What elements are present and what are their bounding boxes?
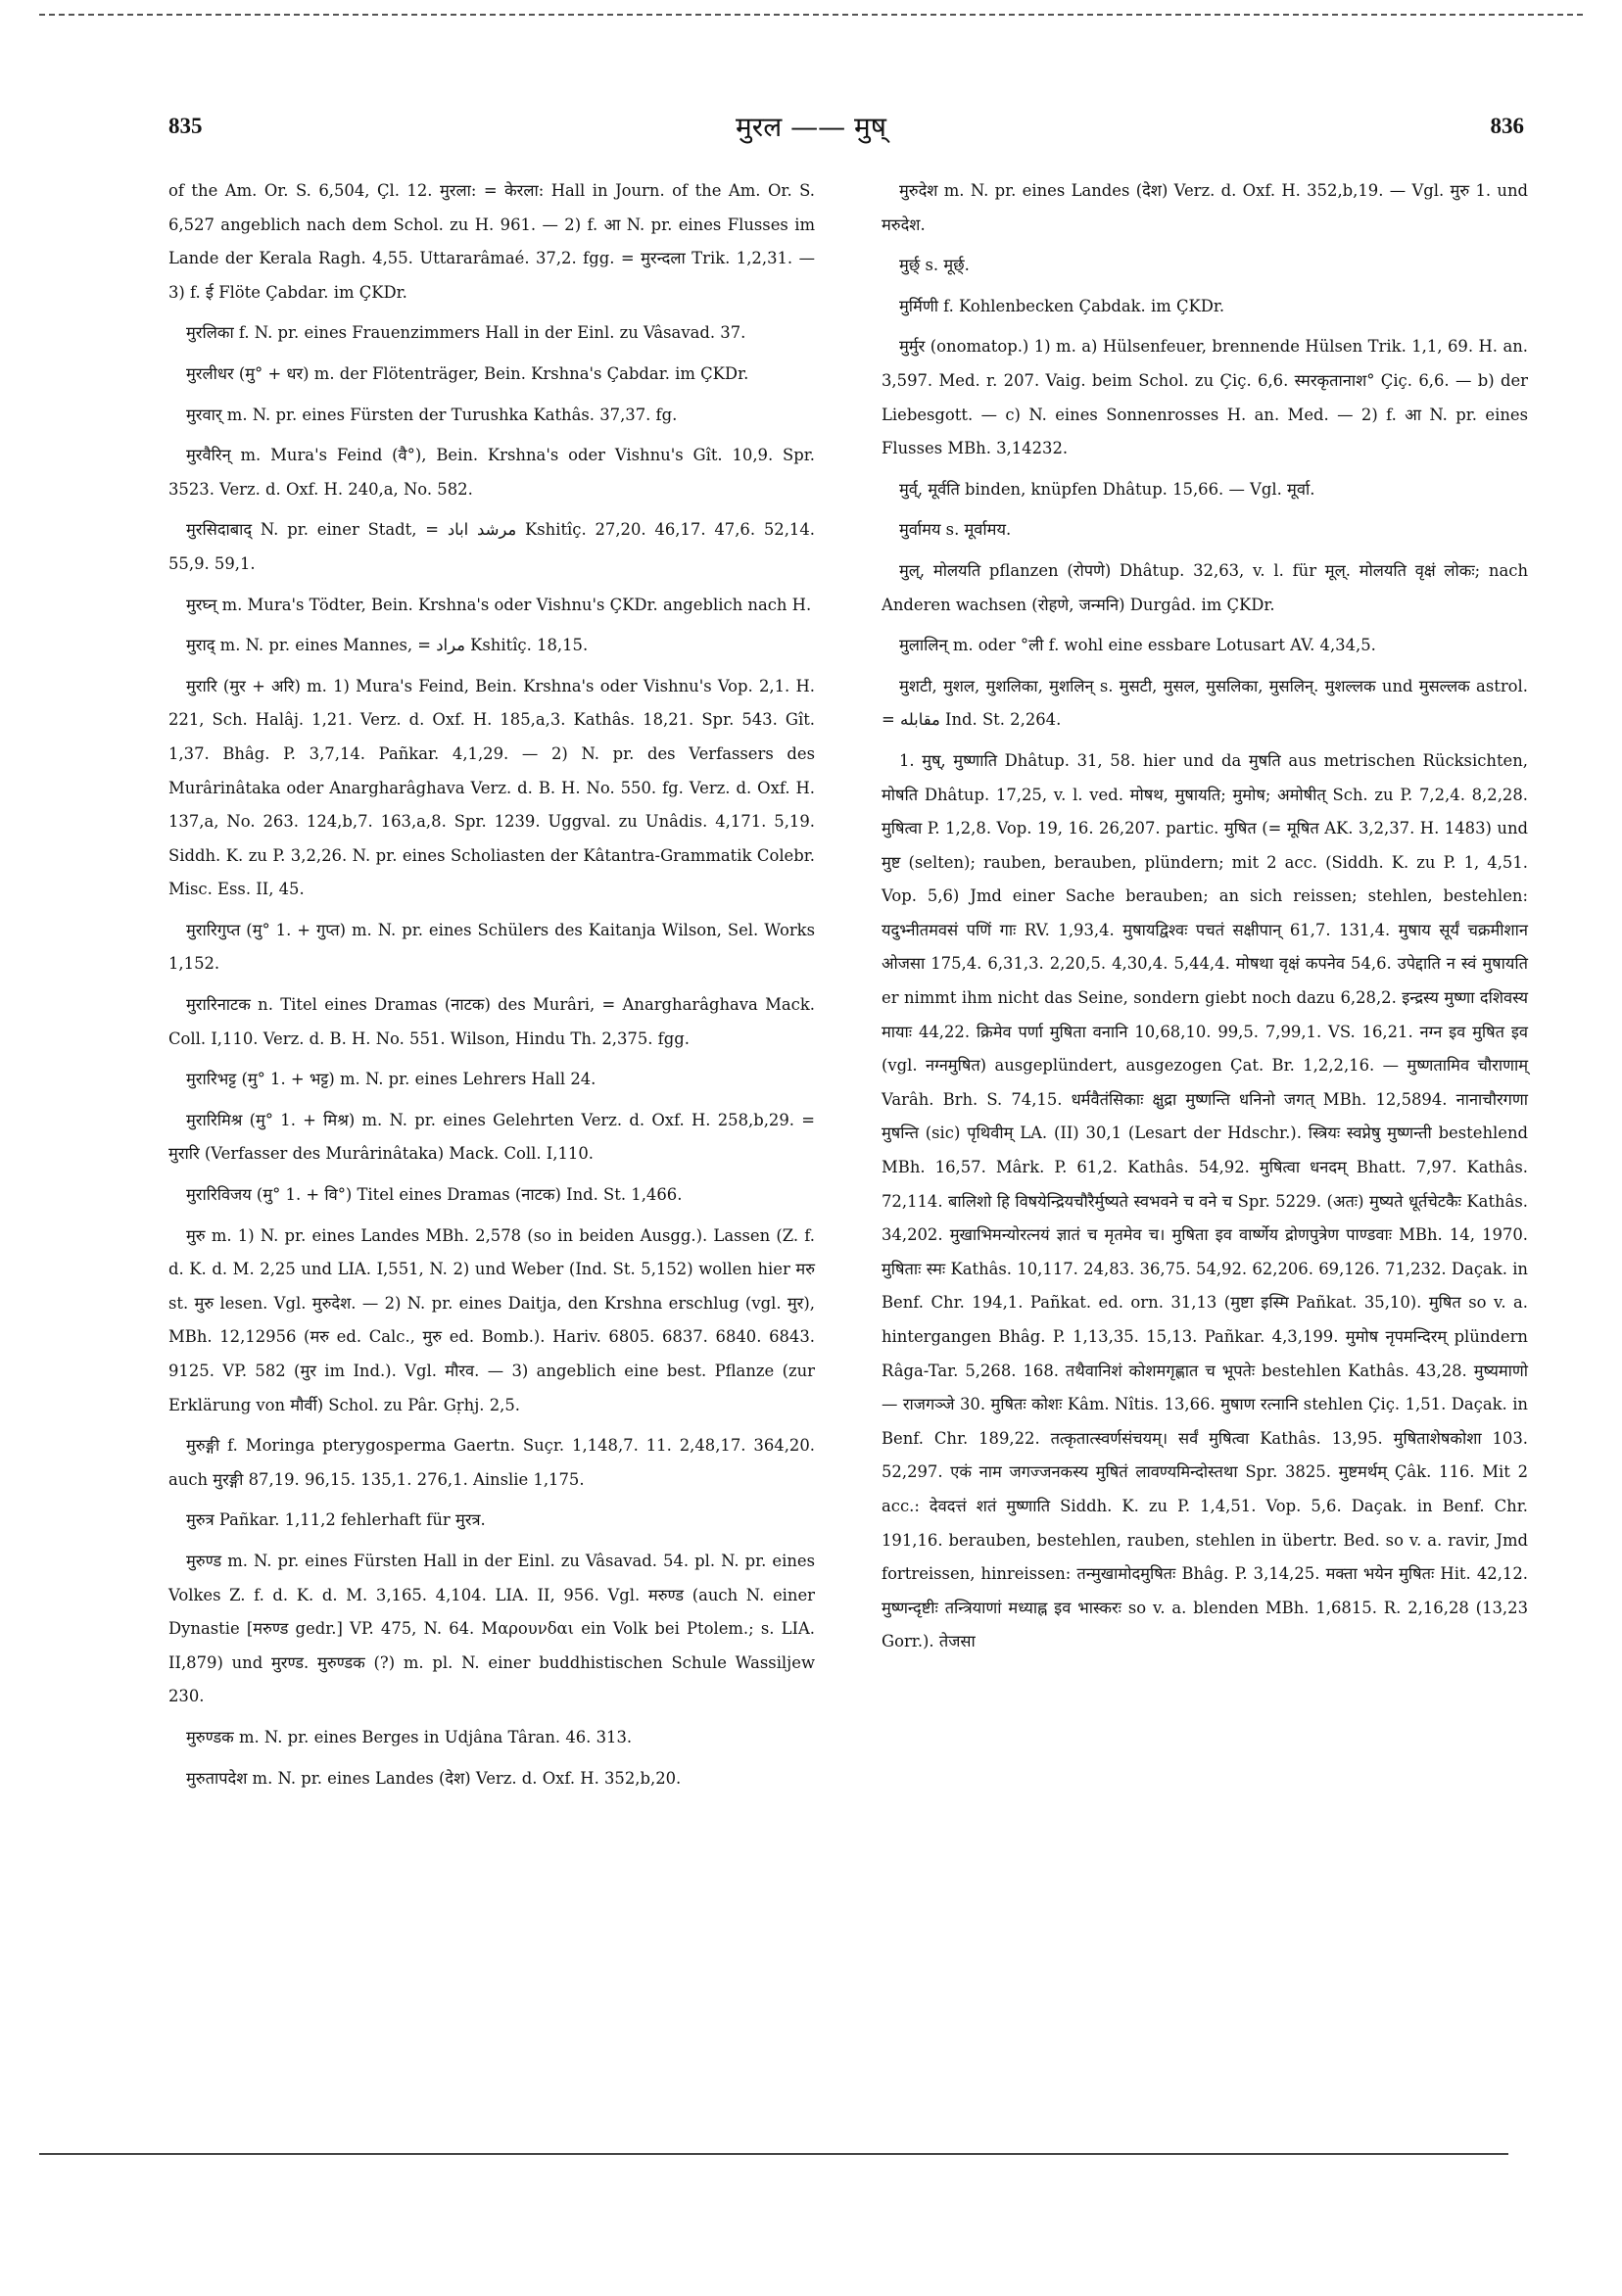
page-number-right: 836: [1490, 114, 1524, 138]
dictionary-entry: मुरारिविजय (मु° 1. + वि°) Titel eines Dramas (नाटक) Ind. St. 1,466.: [186, 1185, 683, 1205]
left-column: [168, 174, 815, 1802]
dictionary-entry: मुरुण्डक m. N. pr. eines Berges in Udjâna Târan. 46. 313.: [186, 1727, 633, 1746]
dictionary-entry: मुरारिनाटक n. Titel eines Dramas (नाटक) des Murâri, = Anargharâghava Mack. Coll. I,110. Verz. d. B. H. No. 551. Wilson, Hindu Th. 2,375. fgg.: [168, 995, 815, 1048]
dictionary-entry: मुर्व्, मूर्वति binden, knüpfen Dhâtup. 15,66. — Vgl. मूर्वा.: [899, 479, 1315, 499]
dictionary-entry: मुरु m. 1) N. pr. eines Landes MBh. 2,578 (so in beiden Ausgg.). Lassen (Z. f. d. K. d. M. 2,25 und LIA. I,551, N. 2) und Weber (Ind. St. 5,152) wollen hier मरु st. मुरु lesen. Vgl. मुरुदेश. — 2) N. pr. eines Daitja, den Krshna erschlug (vgl. मुर), MBh. 12,12956 (मरु ed. Calc., मुरु ed. Bomb.). Hariv. 6805. 6837. 6840. 6843. 9125. VP. 582 (मुर im Ind.). Vgl. मौरव. — 3) angeblich eine best. Pflanze (zur Erklärung von मौर्वी) Schol. zu Pâr. Gṛhj. 2,5.: [168, 1225, 815, 1414]
right-column: [882, 174, 1528, 1666]
dictionary-entry: मुलालिन् m. oder °ली f. wohl eine essbare Lotusart AV. 4,34,5.: [899, 636, 1376, 655]
dictionary-entry: मुल्, मोलयति pflanzen (रोपणे) Dhâtup. 32,63, v. l. für मूल्. मोलयति वृक्षं लोकः; nach Anderen wachsen (रोहणे, जन्मनि) Durgâd. im ÇKDr.: [882, 560, 1528, 614]
dictionary-entry: मुरुतापदेश m. N. pr. eines Landes (देश) Verz. d. Oxf. H. 352,b,20.: [186, 1768, 682, 1788]
dictionary-entry: मुरारिगुप्त (मु° 1. + गुप्त) m. N. pr. eines Schülers des Kaitanja Wilson, Sel. Works 1,152.: [168, 920, 815, 974]
dictionary-entry: मुरसिदाबाद् N. pr. einer Stadt, = مرشد اباد Kshitîç. 27,20. 46,17. 47,6. 52,14. 55,9. 59,1.: [168, 520, 815, 573]
top-border-rule: [39, 14, 1583, 16]
dictionary-entry: मुरुङ्गी f. Moringa pterygosperma Gaertn. Suçr. 1,148,7. 11. 2,48,17. 364,20. auch मुरङ्गी 87,19. 96,15. 135,1. 276,1. Ainslie 1,175.: [168, 1436, 815, 1489]
dictionary-entry: 1. मुष्, मुष्णाति Dhâtup. 31, 58. hier und da मुषति aus metrischen Rücksichten, मोषति Dhâtup. 17,25, v. l. ved. मोषथ, मुषायति; मुमोष; अमोषीत् Sch. zu P. 7,2,4. 8,2,28. मुषित्वा P. 1,2,8. Vop. 19, 16. 26,207. partic. मुषित (= मूषित AK. 3,2,37. H. 1483) und मुष्ट (selten); rauben, berauben, plündern; mit 2 acc. (Siddh. K. zu P. 1, 4,51. Vop. 5,6) Jmd einer Sache berauben; an sich reissen; stehlen, bestehlen: यदुभ्नीतमवसं पणिं गाः RV. 1,93,4. मुषायद्विश्वः पचतं सक्षीपान् 61,7. 131,4. मुषाय सूर्यं चक्रमीशान ओजसा 175,4. 6,31,3. 2,20,5. 4,30,4. 5,44,4. मोषथा वृक्षं कपनेव 54,6. उपेद्दाति न स्वं मुषायति er nimmt ihm nicht das Seine, sondern giebt noch dazu 6,28,2. इन्द्रस्य मुष्णा दशिवस्य मायाः 44,22. क्रिमेव पर्णा मुषिता वनानि 10,68,10. 99,5. 7,99,1. VS. 16,21. नग्न इव मुषित इव (vgl. नग्नमुषित) ausgeplündert, ausgezogen Çat. Br. 1,2,2,16. — मुष्णतामिव चौराणाम् Varâh. Brh. S. 74,15. धर्मवैतंसिकाः क्षुद्रा मुष्णन्ति धनिनो जगत् MBh. 12,5894. नानाचौरगणा मुषन्ति (sic) पृथिवीम् LA. (II) 30,1 (Lesart der Hdschr.). स्त्रियः स्वप्नेषु मुष्णन्ती bestehlend MBh. 16,57. Mârk. P. 61,2. Kathâs. 54,92. मुषित्वा धनदम् Bhatt. 7,97. Kathâs. 72,114. बालिशो हि विषयेन्द्रियचौरैर्मुष्यते स्वभवने च वने च Spr. 5229. (अतः) मुष्यते धूर्तचेटकैः Kathâs. 34,202. मुखाभिमन्योरत्नयं ज्ञातं च मृतमेव च। मुषिता इव वार्ष्णेय द्रोणपुत्रेण पाण्डवाः MBh. 14, 1970. मुषिताः स्मः Kathâs. 10,117. 24,83. 36,75. 54,92. 62,206. 69,126. 71,232. Daçak. in Benf. Chr. 194,1. Pañkat. ed. orn. 31,13 (मुष्टा इस्मि Pañkat. 35,10). मुषित so v. a. hintergangen Bhâg. P. 1,13,35. 15,13. Pañkar. 4,3,199. मुमोष नृपमन्दिरम् plündern Râga-Tar. 5,268. 168. तथैवानिशं कोशमगृह्णात च भूपतेः bestehlen Kathâs. 43,28. मुष्यमाणो — राजगञ्जे 30. मुषितः कोशः Kâm. Nîtis. 13,66. मुषाण रत्नानि stehlen Çiç. 1,51. Daçak. in Benf. Chr. 189,22. तत्कृतात्स्वर्णसंचयम्। सर्वं मुषित्वा Kathâs. 13,95. मुषिताशेषकोशा 103. 52,297. एकं नाम जगज्जनकस्य मुषितं लावण्यमिन्दोस्तथा Spr. 3825. मुष्टमर्थम् Çâk. 116. Mit 2 acc.: देवदत्तं शतं मुष्णाति Siddh. K. zu P. 1,4,51. Vop. 5,6. Daçak. in Benf. Chr. 191,16. berauben, bestehlen, rauben, stehlen in übertr. Bed. so v. a. ravir, Jmd fortreissen, hinreissen: तन्मुखामोदमुषितः Bhâg. P. 3,14,25. मक्ता भयेन मुषितः Hit. 42,12. मुष्णन्दृष्टीः तन्त्रियाणां मध्याह्न इव भास्करः so v. a. blenden MBh. 1,6815. R. 2,16,28 (13,23 Gorr.). तेजसा: [882, 750, 1528, 1651]
dictionary-entry: मुरारिमिश्र (मु° 1. + मिश्र) m. N. pr. eines Gelehrten Verz. d. Oxf. H. 258,b,29. = मुरारि (Verfasser des Murârinâtaka) Mack. Coll. I,110.: [168, 1110, 815, 1164]
dictionary-entry: मुर्छ् s. मूर्छ्.: [899, 256, 970, 275]
bottom-rule: [39, 2153, 1508, 2155]
dictionary-entry: मुरुदेश m. N. pr. eines Landes (देश) Verz. d. Oxf. H. 352,b,19. — Vgl. मुरु 1. und मरुदेश.: [882, 181, 1528, 234]
dictionary-entry: मुरवार् m. N. pr. eines Fürsten der Turushka Kathâs. 37,37. fg.: [186, 405, 678, 424]
page-number-left: 835: [168, 114, 203, 138]
dictionary-entry: मुरुत्र Pañkar. 1,11,2 fehlerhaft für मुरत्र.: [186, 1510, 486, 1530]
running-headword: मुरल —— मुष्: [736, 111, 886, 143]
page-header: [0, 108, 1622, 167]
dictionary-entry: मुरुण्ड m. N. pr. eines Fürsten Hall in der Einl. zu Vâsavad. 54. pl. N. pr. eines Volkes Z. f. d. K. d. M. 3,165. 4,104. LIA. II, 956. Vgl. मरुण्ड (auch N. einer Dynastie [मरुण्ड gedr.] VP. 475, N. 64. Μαρουνδαι ein Volk bei Ptolem.; s. LIA. II,879) und मुरण्ड. मुरुण्डक (?) m. pl. N. einer buddhistischen Schule Wassiljew 230.: [168, 1551, 815, 1706]
dictionary-entry: of the Am. Or. S. 6,504, Çl. 12. मुरला: = केरला: Hall in Journ. of the Am. Or. S. 6,527 angeblich nach dem Schol. zu H. 961. — 2) f. आ N. pr. eines Flusses im Lande der Kerala Ragh. 4,55. Uttararâmaé. 37,2. fgg. = मुरन्दला Trik. 1,2,31. — 3) f. ई Flöte Çabdar. im ÇKDr.: [168, 181, 815, 302]
dictionary-entry: मुशटी, मुशल, मुशलिका, मुशलिन् s. मुसटी, मुसल, मुसलिका, मुसलिन्. मुशल्लक und मुसल्लक astrol. = مقابله Ind. St. 2,264.: [882, 676, 1528, 730]
dictionary-entry: मुरघ्न् m. Mura's Tödter, Bein. Krshna's oder Vishnu's ÇKDr. angeblich nach H.: [186, 595, 812, 614]
dictionary-entry: मुर्मिणी f. Kohlenbecken Çabdak. im ÇKDr.: [899, 296, 1225, 315]
dictionary-entry: मुरलिका f. N. pr. eines Frauenzimmers Hall in der Einl. zu Vâsavad. 37.: [186, 323, 746, 343]
dictionary-entry: मुरलीधर (मु° + धर) m. der Flötenträger, Bein. Krshna's Çabdar. im ÇKDr.: [186, 363, 749, 383]
dictionary-entry: मुरवैरिन् m. Mura's Feind (वै°), Bein. Krshna's oder Vishnu's Gît. 10,9. Spr. 3523. Verz. d. Oxf. H. 240,a, No. 582.: [168, 446, 815, 499]
dictionary-entry: मुराद् m. N. pr. eines Mannes, = مراد Kshitîç. 18,15.: [186, 636, 589, 655]
dictionary-entry: मुर्वामय s. मूर्वामय.: [899, 520, 1012, 540]
dictionary-entry: मुरारि (मुर + अरि) m. 1) Mura's Feind, Bein. Krshna's oder Vishnu's Vop. 2,1. H. 221, Sch. Halâj. 1,21. Verz. d. Oxf. H. 185,a,3. Kathâs. 18,21. Spr. 543. Gît. 1,37. Bhâg. P. 3,7,14. Pañkar. 4,1,29. — 2) N. pr. des Verfassers des Murârinâtaka oder Anargharâghava Verz. d. B. H. No. 550. fg. Verz. d. Oxf. H. 137,a, No. 263. 124,b,7. 163,a,8. Spr. 1239. Uggval. zu Unâdis. 4,171. 5,19. Siddh. K. zu P. 3,2,26. N. pr. eines Scholiasten der Kâtantra-Grammatik Colebr. Misc. Ess. II, 45.: [168, 676, 815, 899]
dictionary-entry: मुर्मुर (onomatop.) 1) m. a) Hülsenfeuer, brennende Hülsen Trik. 1,1, 69. H. an. 3,597. Med. r. 207. Vaig. beim Schol. zu Çiç. 6,6. स्मरकृतानाश° Çiç. 6,6. — b) der Liebesgott. — c) N. eines Sonnenrosses H. an. Med. — 2) f. आ N. pr. eines Flusses MBh. 3,14232.: [882, 337, 1528, 458]
dictionary-entry: मुरारिभट्ट (मु° 1. + भट्ट) m. N. pr. eines Lehrers Hall 24.: [186, 1070, 596, 1089]
